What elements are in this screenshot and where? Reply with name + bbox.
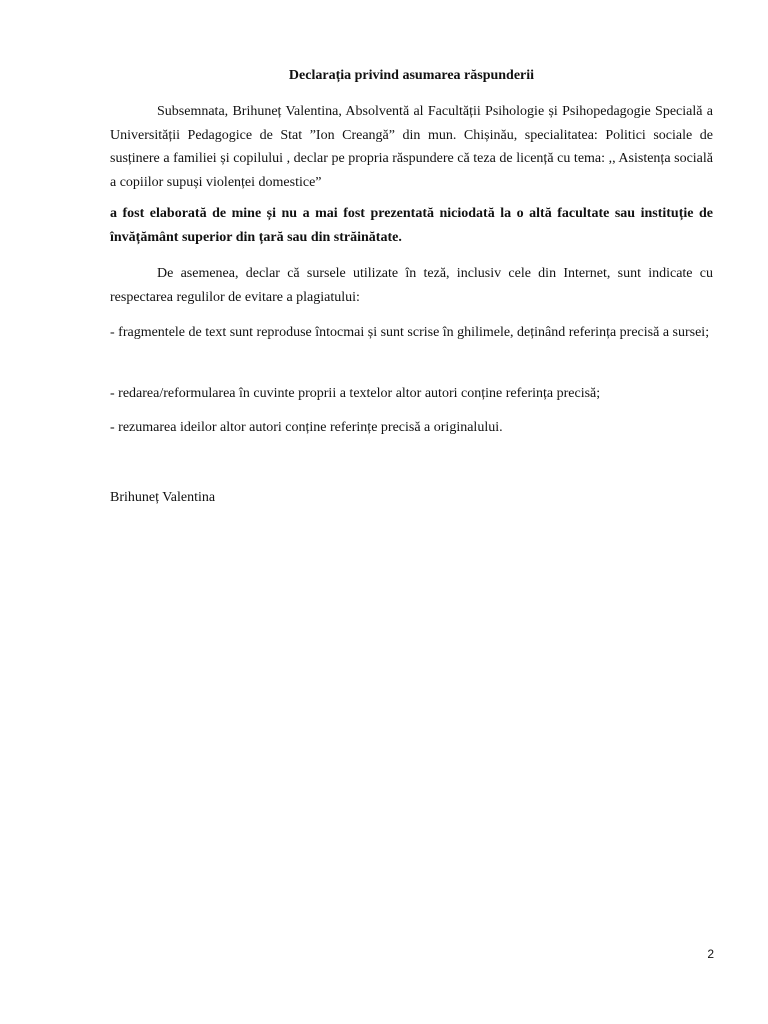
declaration-bold-statement: a fost elaborată de mine și nu a mai fost prezentată niciodată la o altă facultate sau instituție de învățământ superior din țară sau din străinătate. <box>110 206 713 245</box>
signature-name: Brihuneț Valentina <box>110 490 216 505</box>
list-item: - fragmentele de text sunt reproduse întocmai și sunt scrise în ghilimele, deținând referința precisă a sursei; <box>110 325 710 340</box>
sources-paragraph: De asemenea, declar că sursele utilizate în teză, inclusiv cele din Internet, sunt indicate cu respectarea regulilor de evitare a plagiatului: <box>110 266 713 305</box>
declaration-paragraph-text: Subsemnata, Brihuneț Valentina, Absolventă al Facultății Psihologie și Psihopedagogie Specială a Universității Pedagogice de Stat ”Ion Creangă” din mun. Chișinău, specialitatea: Politici sociale de susținere a familiei și copilului , declar pe propria răspundere că teza de licență cu tema: ,, Asistența socială a copiilor supuși violenței domestice” <box>110 104 713 190</box>
page-title: Declarația privind asumarea răspunderii <box>288 68 535 83</box>
declaration-paragraph <box>110 100 713 194</box>
list-item: - rezumarea ideilor altor autori conține referințe precisă a originalului. <box>110 420 503 435</box>
list-item: - redarea/reformularea în cuvinte proprii a textelor altor autori conține referința precisă; <box>110 386 601 401</box>
page-number: 2 <box>707 947 714 961</box>
